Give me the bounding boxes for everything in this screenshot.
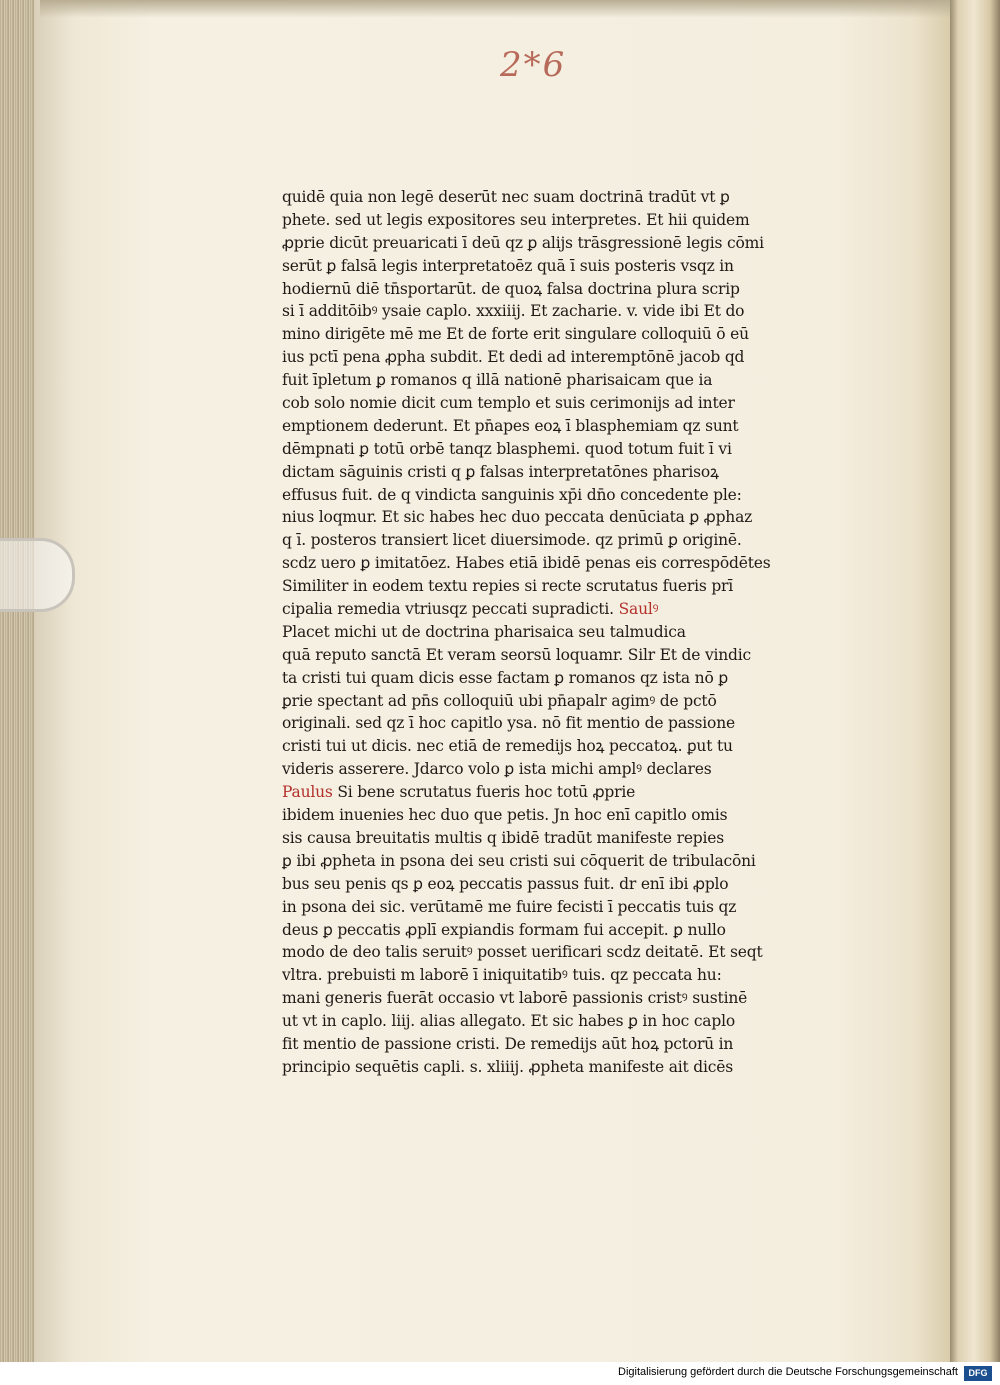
text-line: ꝑrie spectant ad pn̄s colloquiū ubi pn̄apalr agimꝰ de pctō bbox=[282, 691, 717, 710]
text-line: dictam sāguinis cristi q ꝑ falsas interpretatōnes pharisoꝝ bbox=[282, 462, 719, 481]
text-line: ꝓprie dicūt preuaricati ī deū qz ꝑ alijs trāsgressionē legis cōmi bbox=[282, 233, 764, 252]
text-line: bus seu penis qs ꝑ eoꝝ peccatis passus fuit. dr enī ibi ꝓplo bbox=[282, 874, 729, 893]
text-line: in psona dei sic. verūtamē me fuire fecisti ī peccatis tuis qz bbox=[282, 897, 737, 916]
folio-number: 2*6 bbox=[500, 45, 567, 85]
text-block bbox=[282, 186, 802, 1079]
text-line: principio sequētis capli. s. xliiij. ꝓpheta manifeste ait dicēs bbox=[282, 1057, 733, 1076]
text-line: scdz uero ꝑ imitatōez. Habes etiā ibidē penas eis correspōdētes bbox=[282, 554, 771, 573]
text-line: phete. sed ut legis expositores seu interpretes. Et hii quidem bbox=[282, 210, 750, 229]
book-right-edge bbox=[950, 0, 1000, 1362]
text-line: fit mentio de passione cristi. De remedijs aūt hoꝝ pctorū in bbox=[282, 1034, 734, 1053]
text-line: ibidem inuenies hec duo que petis. Jn hoc enī capitlo omis bbox=[282, 806, 728, 825]
text-line: ꝑ ibi ꝓpheta in psona dei seu cristi sui cōquerit de tribulacōni bbox=[282, 851, 756, 870]
text-line: mino dirigēte mē me Et de forte erit singulare colloquiū ō eū bbox=[282, 325, 749, 344]
text-line: si ī additōibꝰ ysaie caplo. xxxiiij. Et zacharie. v. vide ibi Et do bbox=[282, 302, 745, 321]
page-top-shadow bbox=[40, 0, 950, 18]
text-line: ut vt in caplo. liij. alias allegato. Et sic habes ꝑ in hoc caplo bbox=[282, 1012, 735, 1031]
text-line: modo de deo talis seruitꝰ posset uerificari scdz deitatē. Et seqt bbox=[282, 943, 763, 962]
text-line: cipalia remedia vtriusqz peccati supradicti. Saulꝰ bbox=[282, 600, 659, 619]
text-line: effusus fuit. de q vindicta sanguinis xp̄i dn̄o concedente ple: bbox=[282, 485, 742, 504]
text-line: ta cristi tui quam dicis esse factam ꝑ romanos qz ista nō ꝑ bbox=[282, 668, 728, 687]
text-line: dēmpnati ꝑ totū orbē tanqz blasphemi. quod totum fuit ī vi bbox=[282, 439, 732, 458]
text-line: Placet michi ut de doctrina pharisaica seu talmudica bbox=[282, 622, 686, 641]
text-line: quidē quia non legē deserūt nec suam doctrinā tradūt vt ꝑ bbox=[282, 188, 730, 206]
dfg-logo: DFG bbox=[964, 1366, 992, 1381]
text-line: Paulus Si bene scrutatus fueris hoc totū ꝓprie bbox=[282, 783, 636, 802]
text-line: Similiter in eodem textu repies si recte scrutatus fueris prī bbox=[282, 577, 734, 596]
text-line: sis causa breuitatis multis q ibidē tradūt manifeste repies bbox=[282, 828, 725, 847]
text-line: originali. sed qz ī hoc capitlo ysa. nō fit mentio de passione bbox=[282, 714, 735, 733]
rubric-speaker: Saulꝰ bbox=[618, 600, 659, 619]
text-line: videris asserere. Jdarco volo ꝑ ista michi amplꝰ declares bbox=[282, 760, 712, 779]
text-line: hodiernū diē tn̄sportarūt. de quoꝝ falsa doctrina plura scrip bbox=[282, 279, 740, 298]
footer-bar bbox=[0, 1362, 1000, 1385]
text-line: q ī. posteros transiert licet diuersimode. qz primū ꝑ originē. bbox=[282, 531, 742, 550]
text-line: serūt ꝑ falsā legis interpretatoēz quā ī suis posteris vsqz in bbox=[282, 256, 734, 275]
text-line: vltra. prebuisti m laborē ī iniquitatibꝰ tuis. qz peccata hu: bbox=[282, 966, 722, 985]
text-line: cristi tui ut dicis. nec etiā de remedijs hoꝝ peccatoꝝ. ꝑut tu bbox=[282, 737, 733, 756]
text-line: nius loqmur. Et sic habes hec duo peccata denūciata ꝑ ꝓphaz bbox=[282, 508, 753, 527]
rubric-speaker: Paulus bbox=[282, 783, 333, 802]
text-line: mani generis fuerāt occasio vt laborē passionis cristꝰ sustinē bbox=[282, 989, 748, 1008]
text-line: quā reputo sanctā Et veram seorsū loquamr. Silr Et de vindic bbox=[282, 645, 752, 664]
page-clip bbox=[0, 538, 75, 612]
text-line: emptionem dederunt. Et pn̄apes eoꝝ ī blasphemiam qz sunt bbox=[282, 416, 739, 435]
text-line: cob solo nomie dicit cum templo et suis cerimonijs ad inter bbox=[282, 394, 735, 413]
text-line: ius pctī pena ꝓpha subdit. Et dedi ad interemptōnē jacob qd bbox=[282, 348, 745, 367]
text-line: deus ꝑ peccatis ꝓplī expiandis formam fui accepit. ꝑ nullo bbox=[282, 920, 726, 939]
text-line: fuit īpletum ꝑ romanos q illā nationē pharisaicam que ia bbox=[282, 371, 713, 390]
funding-notice: Digitalisierung gefördert durch die Deutsche Forschungsgemeinschaft bbox=[618, 1366, 958, 1378]
